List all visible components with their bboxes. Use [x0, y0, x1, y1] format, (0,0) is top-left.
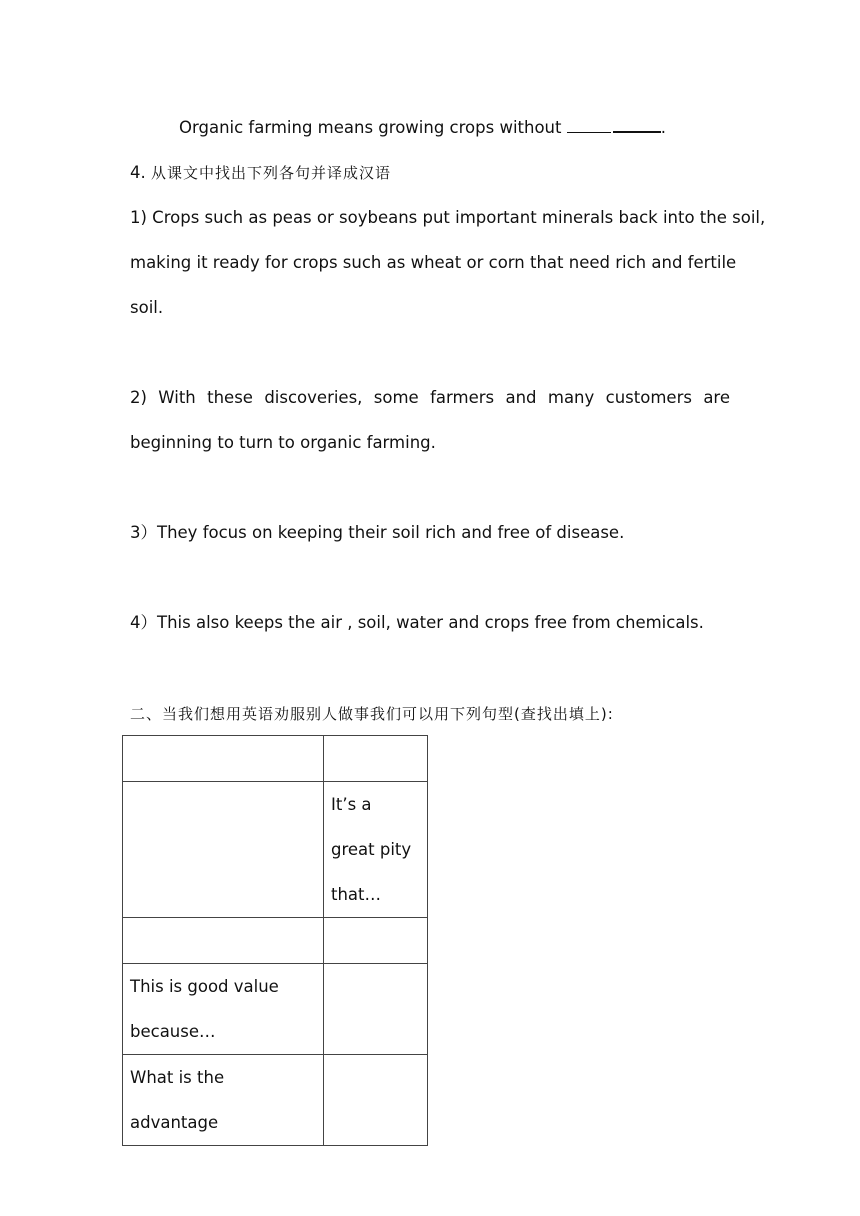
table-cell[interactable]	[324, 918, 428, 964]
task-instruction: 从课文中找出下列各句并译成汉语	[151, 164, 392, 182]
sentence-1-line-1: 1) Crops such as peas or soybeans put important minerals back into the soil,	[130, 208, 766, 227]
table-cell[interactable]	[324, 736, 428, 782]
sentence-1-line-3: soil.	[130, 298, 164, 317]
cell-text: It’s a	[331, 795, 372, 814]
cell-text: because…	[130, 1022, 216, 1041]
table-row	[123, 736, 428, 782]
task-4-heading	[130, 162, 730, 184]
definition-text: Organic farming means growing crops without	[179, 118, 567, 137]
cell-text: This is good value	[130, 977, 279, 996]
sentence-4: 4）This also keeps the air , soil, water and crops free from chemicals.	[130, 613, 704, 632]
persuasion-expressions-table	[122, 735, 428, 1146]
sentence-2-line-2: beginning to turn to organic farming.	[130, 433, 436, 452]
table-cell[interactable]	[123, 782, 324, 918]
table-cell	[123, 1055, 324, 1146]
definition-sentence	[179, 117, 779, 139]
table-cell	[123, 964, 324, 1055]
sentence-2-line-1: 2) With these discoveries, some farmers and many customers are	[130, 388, 730, 407]
answer-blank-bold[interactable]	[613, 117, 661, 133]
answer-blank[interactable]	[567, 118, 611, 133]
table-row	[123, 964, 428, 1055]
cell-text: that…	[331, 885, 382, 904]
table-cell[interactable]	[123, 736, 324, 782]
task-number: 4.	[130, 163, 146, 182]
section-2-heading: 二、当我们想用英语劝服别人做事我们可以用下列句型(查找出填上):	[130, 705, 614, 723]
table-row	[123, 918, 428, 964]
table-cell[interactable]	[324, 1055, 428, 1146]
table-cell	[324, 782, 428, 918]
table-row	[123, 782, 428, 918]
cell-text: What is the advantage	[130, 1068, 225, 1132]
cell-text: great pity	[331, 840, 412, 859]
definition-period: .	[660, 118, 666, 137]
table-cell[interactable]	[324, 964, 428, 1055]
sentence-1-line-2: making it ready for crops such as wheat or corn that need rich and fertile	[130, 253, 737, 272]
table-row	[123, 1055, 428, 1146]
sentence-3: 3）They focus on keeping their soil rich and free of disease.	[130, 523, 625, 542]
table-cell[interactable]	[123, 918, 324, 964]
